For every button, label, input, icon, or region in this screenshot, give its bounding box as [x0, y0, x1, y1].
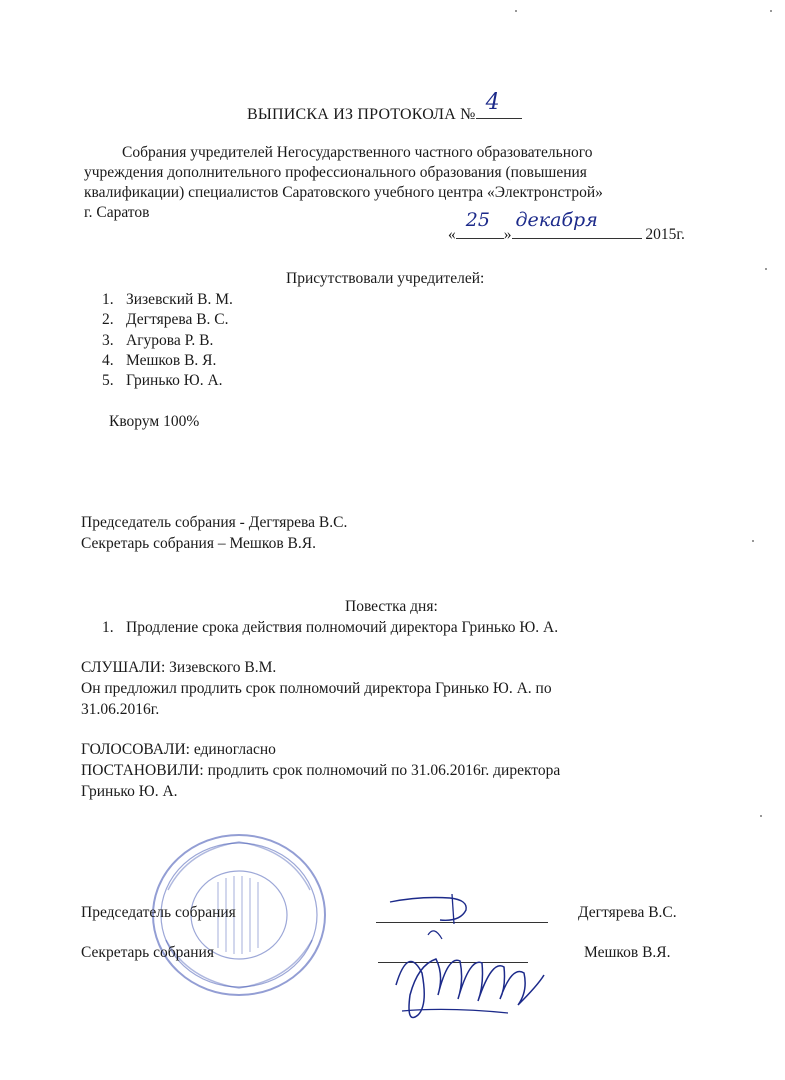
member-name: Мешков В. Я.	[126, 351, 217, 369]
list-item: 4. Мешков В. Я.	[102, 351, 217, 369]
assembly-line: Собрания учредителей Негосударственного частного образовательного	[122, 144, 593, 161]
heard-text: Он предложил продлить срок полномочий директора Гринько Ю. А. по	[81, 680, 552, 697]
secretary-line: Секретарь собрания – Мешков В.Я.	[81, 535, 316, 552]
protocol-number-handwritten: 4	[485, 90, 500, 115]
agenda-item	[102, 618, 558, 638]
quorum: Кворум 100%	[109, 413, 200, 430]
agenda-item-text: Продление срока действия полномочий директора Гринько Ю. А.	[126, 619, 559, 636]
list-item: 2. Дегтярева В. С.	[102, 311, 229, 329]
date-close-quote: »	[503, 226, 512, 243]
title-prefix: ВЫПИСКА ИЗ ПРОТОКОЛА №	[247, 106, 476, 123]
member-name: Зизевский В. М.	[126, 291, 233, 308]
document-date	[448, 209, 685, 245]
assembly-line: квалификации) специалистов Саратовского учебного центра «Электронстрой»	[84, 184, 603, 202]
date-month-blank	[512, 209, 642, 239]
list-item: 3. Агурова Р. В.	[102, 331, 214, 349]
protocol-number-blank	[476, 90, 522, 119]
signature-secretary-label: Секретарь собрания	[81, 944, 214, 961]
signature-chair-name: Дегтярева В.С.	[578, 904, 677, 921]
agenda-heading: Повестка дня:	[345, 598, 438, 615]
chair-line: Председатель собрания - Дегтярева В.С.	[81, 514, 348, 531]
assembly-line: учреждения дополнительного профессионального образования (повышения	[84, 164, 587, 182]
date-day-handwritten: 25	[465, 209, 490, 231]
present-heading: Присутствовали учредителей:	[286, 270, 485, 287]
date-day-blank	[456, 209, 504, 239]
member-name: Агурова Р. В.	[126, 331, 214, 349]
list-item: 5. Гринько Ю. А.	[102, 372, 223, 390]
resolved-line: ПОСТАНОВИЛИ: продлить срок полномочий по 31.06.2016г. директора	[81, 762, 561, 779]
date-open-quote: «	[448, 226, 456, 243]
assembly-paragraph	[84, 143, 714, 224]
document-title	[247, 90, 522, 126]
agenda-item-number: 1.	[102, 619, 114, 636]
list-item: 1. Зизевский В. М.	[102, 291, 233, 308]
heard-text: 31.06.2016г.	[81, 701, 160, 718]
assembly-city: г. Саратов	[84, 204, 150, 222]
signature-secretary-name: Мешков В.Я.	[584, 944, 671, 961]
handwritten-signature-secretary	[388, 915, 548, 1030]
member-name: Гринько Ю. А.	[126, 372, 223, 390]
date-month-handwritten: декабря	[515, 209, 598, 231]
date-year: 2015г.	[645, 226, 685, 243]
heard-line: СЛУШАЛИ: Зизевского В.М.	[81, 659, 277, 676]
resolved-line: Гринько Ю. А.	[81, 783, 178, 800]
members-list	[102, 290, 233, 391]
voted-line: ГОЛОСОВАЛИ: единогласно	[81, 741, 276, 758]
member-name: Дегтярева В. С.	[126, 311, 229, 329]
signature-chair-label: Председатель собрания	[81, 904, 236, 921]
